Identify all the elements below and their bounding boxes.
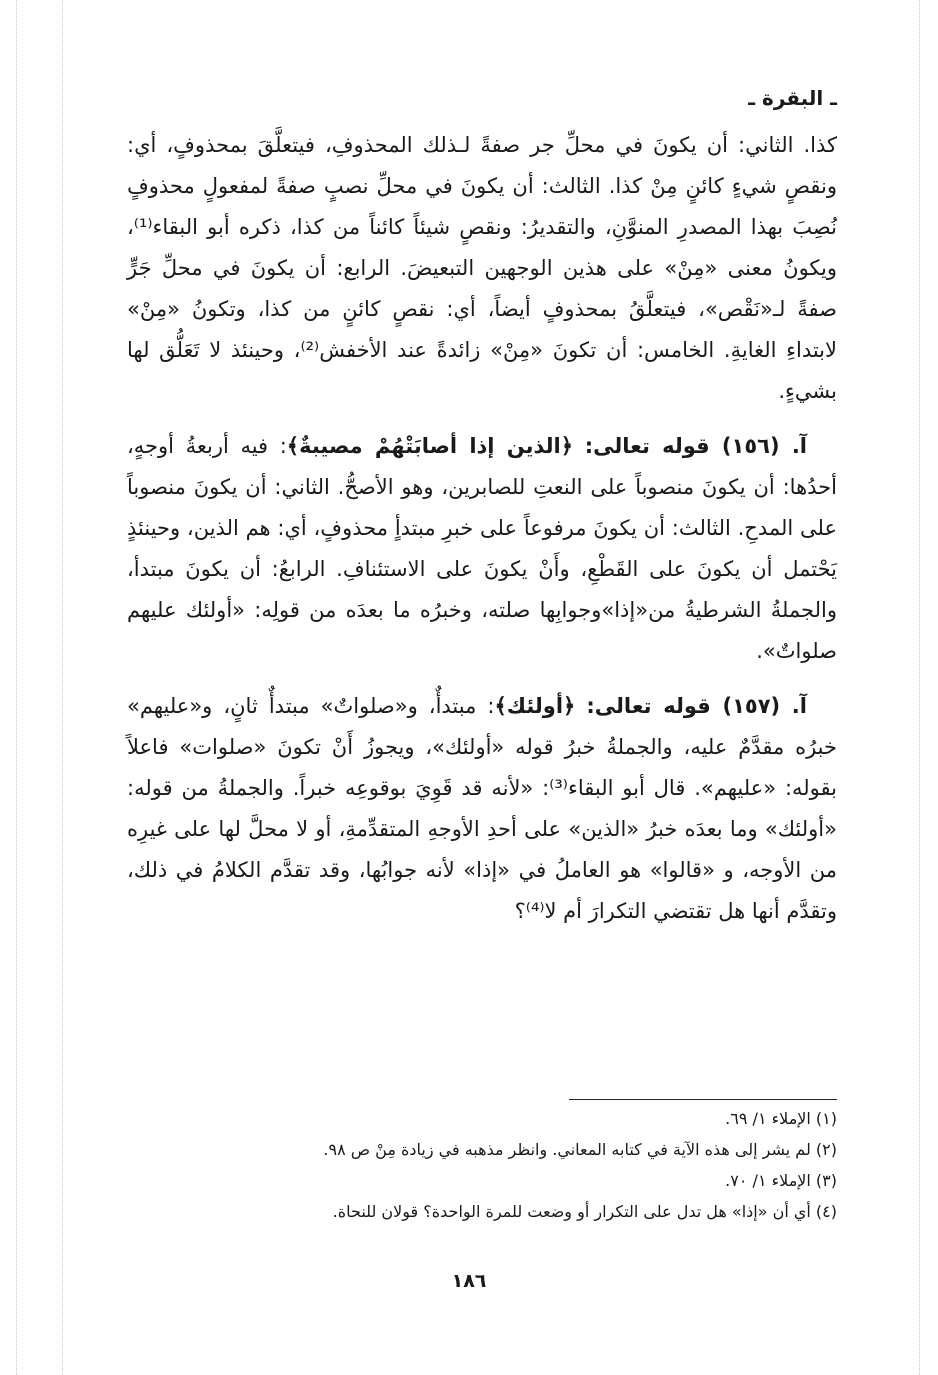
verse-label: آ. (١٥٧) قوله تعالى: (586, 694, 807, 718)
verse-label: آ. (١٥٦) قوله تعالى: (584, 434, 807, 458)
page-number: ١٨٦ (451, 1270, 487, 1292)
paragraph-verse-157 (127, 686, 837, 932)
footnote: (٣) الإملاء ١/ ٧٠. (725, 1171, 837, 1190)
paragraph-verse-156 (127, 426, 837, 672)
paragraph-continuation: كذا. الثاني: أن يكونَ في محلِّ جر صفةً لـذلك المحذوفِ، فيتعلَّقَ بمحذوفٍ، أي: ونقصٍ شيءٍ كائنٍ مِنْ كذا. الثالث: أن يكونَ في محلِّ نصبٍ صفةً لمفعولٍ محذوفٍ نُصِبَ بهذا المصدرِ المنوَّنِ، والتقديرُ: ونقصٍ شيئاً كائناً من كذا، ذكره أبو البقاء⁽¹⁾، ويكونُ معنى «مِنْ» على هذين الوجهين التبعيضَ. الرابع: أن يكونَ في محلِّ جَرٍّ صفةً لـ«نَقْص»، فيتعلَّقُ بمحذوفٍ أيضاً، أي: نقصٍ كائنٍ من كذا، وتكونُ «مِنْ» لابتداءِ الغايةِ. الخامس: أن تكونَ «مِنْ» زائدةً عند الأخفش⁽²⁾، وحينئذ لا تَعَلُّق لها بشيءٍ. (127, 133, 837, 403)
footnote: (٢) لم يشر إلى هذه الآية في كتابه المعاني. وانظر مذهبه في زيادة مِنْ ص ٩٨. (323, 1140, 837, 1159)
verse-quote: ﴿الذين إذا أصابَتْهُمْ مصيبةٌ﴾ (286, 434, 574, 458)
verse-quote: ﴿أولئك﴾ (494, 694, 576, 718)
footnote: (١) الإملاء ١/ ٦٩. (725, 1109, 837, 1128)
footnote-separator (569, 1099, 837, 1100)
main-text (127, 125, 837, 932)
scan-margin-line (16, 0, 17, 1375)
scan-margin-line (62, 0, 63, 1375)
running-header: ـ البقرة ـ (748, 86, 837, 110)
verse-commentary: : مبتدأٌ، و«صلواتٌ» مبتدأٌ ثانٍ، و«عليهم» خبرُه مقدَّمٌ عليه، والجملةُ خبرُ قوله «أولئك»، ويجوزُ أَنْ تكونَ «صلوات» فاعلاً بقوله: «عليهم». قال أبو البقاء⁽³⁾: «لأنه قد قَوِيَ بوقوعِه خبراً. والجملةُ من قوله: «أولئك» وما بعدَه خبرُ «الذين» على أحدِ الأوجهِ المتقدِّمةِ، أو لا محلَّ لها على غيرِه من الأوجه، و «قالوا» هو العاملُ في «إذا» لأنه جوابُها، وقد تقدَّم الكلامُ في ذلك، وتقدَّم أنها هل تقتضي التكرارَ أم لا⁽⁴⁾؟ (127, 694, 837, 923)
footnotes (127, 1103, 837, 1227)
footnote: (٤) أي أن «إذا» هل تدل على التكرار أو وضعت للمرة الواحدة؟ قولان للنحاة. (332, 1202, 837, 1221)
scan-margin-line (919, 0, 920, 1375)
verse-commentary: : فيه أربعةُ أوجهٍ، أحدُها: أن يكونَ منصوباً على النعتِ للصابرين، وهو الأصحُّ. الثاني: أن يكونَ منصوباً على المدحِ. الثالث: أن يكونَ مرفوعاً على خبرِ مبتدأٍ محذوفٍ، أي: هم الذين، وحينئذٍ يَحْتمل أن يكونَ على القَطْعِ، وأَنْ يكونَ على الاستئنافِ. الرابعُ: أن يكونَ مبتدأ، والجملةُ الشرطيةُ من«إذا»وجوابِها صلته، وخبرُه ما بعدَه من قولِه: «أولئك عليهم صلواتٌ». (127, 434, 837, 663)
